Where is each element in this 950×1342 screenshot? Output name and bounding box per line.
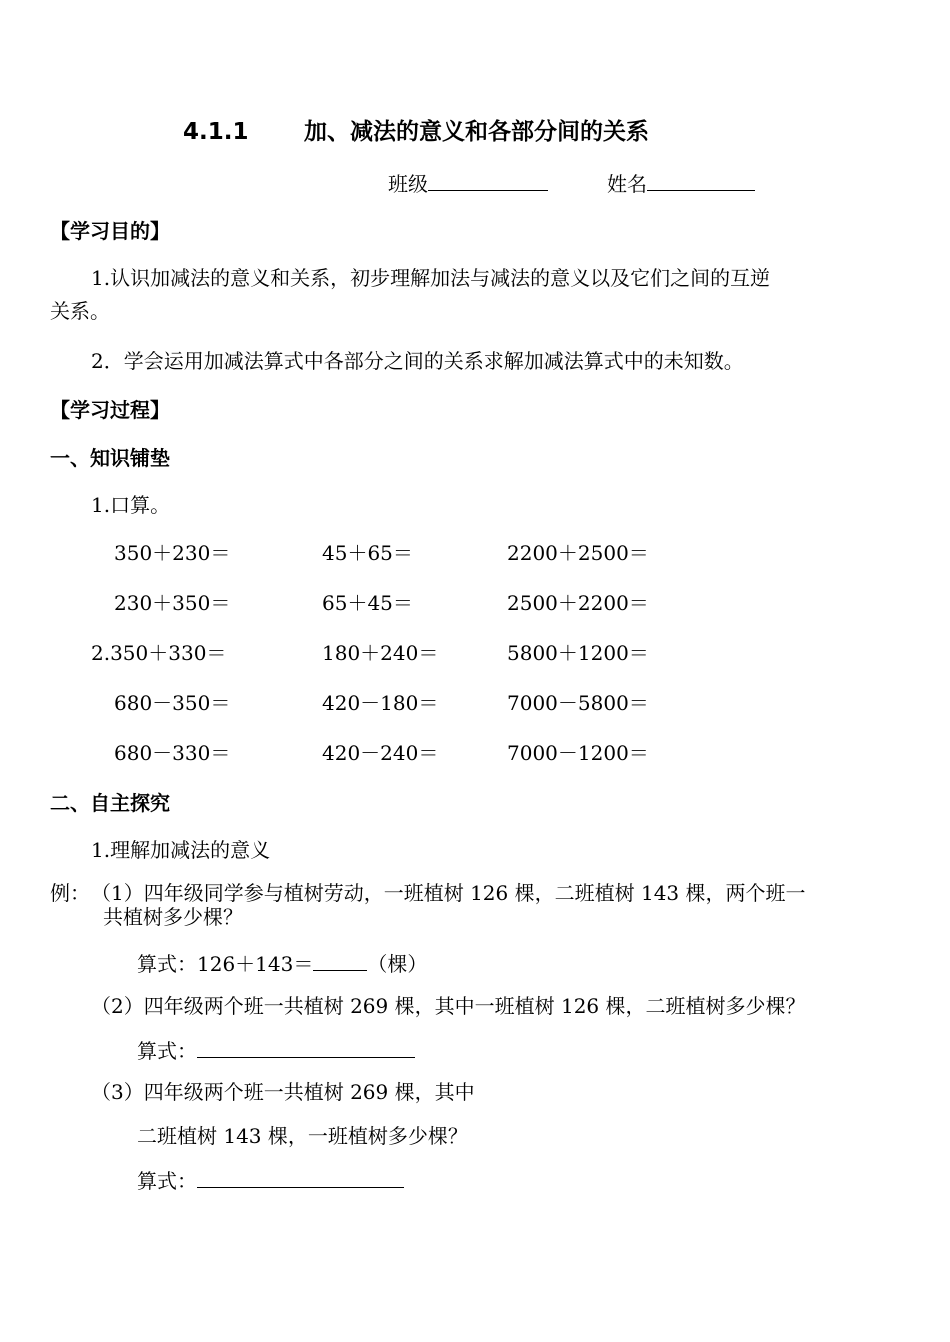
calc-r4-c3: 7000－5800＝ (507, 691, 649, 715)
goals-heading: 【学习目的】 (50, 219, 170, 243)
calc-r2-c2: 65＋45＝ (322, 591, 413, 615)
question-3-line-1: （3）四年级两个班一共植树 269 棵，其中 (91, 1080, 475, 1104)
class-label: 班级 (388, 172, 428, 196)
goal-1-line-2: 关系。 (50, 299, 110, 323)
calc-r3-c2: 180＋240＝ (322, 641, 439, 665)
formula-label: 算式： (137, 1039, 197, 1063)
part2-item-1: 1.理解加减法的意义 (91, 838, 271, 862)
class-field[interactable] (388, 170, 548, 196)
calc-r2-c3: 2500＋2200＝ (507, 591, 649, 615)
goal-1-line-1: 1.认识加减法的意义和关系，初步理解加法与减法的意义以及它们之间的互逆 (91, 266, 771, 290)
goal-2: 2．学会运用加减法算式中各部分之间的关系求解加减法算式中的未知数。 (91, 349, 744, 373)
formula-label: 算式： (137, 1169, 197, 1193)
calc-r1-c3: 2200＋2500＝ (507, 541, 649, 565)
calc-r2-c1: 230＋350＝ (114, 591, 231, 615)
part1-heading: 一、知识铺垫 (50, 446, 170, 470)
calc-r4-c1: 680－350＝ (114, 691, 231, 715)
calc-r5-c1: 680－330＝ (114, 741, 231, 765)
example-label: 例： (50, 881, 90, 905)
question-2-formula (137, 1037, 415, 1063)
formula-text: 算式：126＋143＝ (137, 952, 314, 976)
question-2: （2）四年级两个班一共植树 269 棵，其中一班植树 126 棵，二班植树多少棵？ (91, 994, 806, 1018)
answer-blank-1[interactable] (313, 950, 367, 971)
unit-text: （棵） (367, 952, 428, 976)
calc-r1-c2: 45＋65＝ (322, 541, 413, 565)
answer-blank-2[interactable] (197, 1037, 415, 1058)
calc-r3-c3: 5800＋1200＝ (507, 641, 649, 665)
calc-r3-c1: 2.350＋330＝ (91, 641, 227, 665)
question-1-formula (137, 950, 427, 976)
name-blank[interactable] (647, 170, 755, 191)
name-field[interactable] (607, 170, 755, 196)
calc-r4-c2: 420－180＝ (322, 691, 439, 715)
lesson-number: 4.1.1 (183, 119, 249, 145)
question-1-line-2: 共植树多少棵？ (103, 905, 243, 929)
question-1-line-1: （1）四年级同学参与植树劳动，一班植树 126 棵，二班植树 143 棵，两个班一 (91, 881, 806, 905)
class-blank[interactable] (428, 170, 548, 191)
calc-r1-c1: 350＋230＝ (114, 541, 231, 565)
page-title: 加、减法的意义和各部分间的关系 (304, 119, 649, 145)
answer-blank-3[interactable] (197, 1167, 404, 1188)
oral-calc-label: 1.口算。 (91, 493, 171, 517)
name-label: 姓名 (607, 172, 647, 196)
calc-r5-c2: 420－240＝ (322, 741, 439, 765)
part2-heading: 二、自主探究 (50, 791, 170, 815)
process-heading: 【学习过程】 (50, 398, 170, 422)
question-3-formula (137, 1167, 404, 1193)
calc-r5-c3: 7000－1200＝ (507, 741, 649, 765)
question-3-line-2: 二班植树 143 棵，一班植树多少棵？ (137, 1124, 468, 1148)
